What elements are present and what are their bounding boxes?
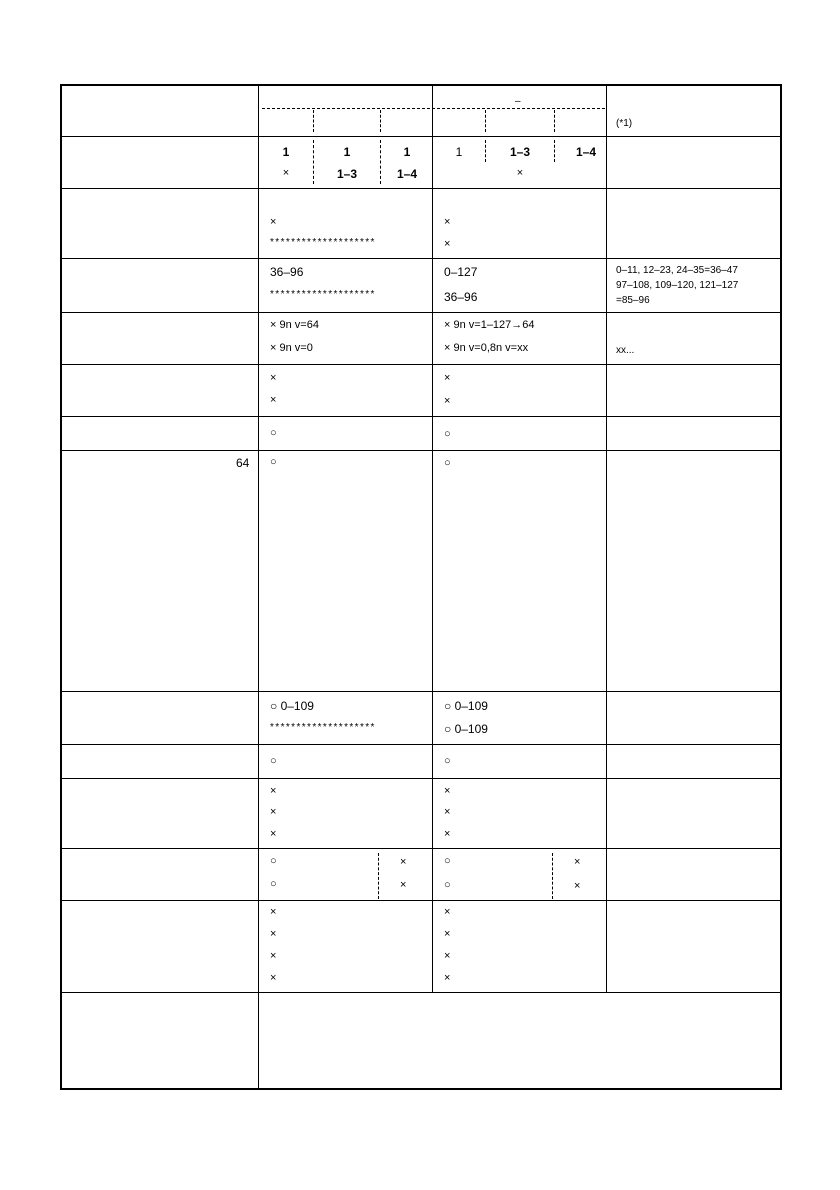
ports-divider	[380, 140, 381, 184]
row-line	[60, 364, 782, 365]
row-line	[60, 258, 782, 259]
row-f-g1: ○	[270, 755, 277, 767]
ports-g1-c2-bot: 1–3	[336, 167, 358, 181]
row-h-g1-left-2: ○	[270, 878, 277, 890]
remarks-note-ref: (*1)	[616, 118, 633, 129]
row-h-g2-left-1: ○	[444, 855, 451, 867]
row-line	[60, 312, 782, 313]
ports-divider	[485, 140, 486, 162]
row-line	[60, 136, 782, 137]
row-h-g1-right-2: ×	[400, 879, 407, 891]
row-d-label: 64	[236, 456, 250, 470]
ports-g1-c3-bot: 1–4	[396, 167, 418, 181]
row-b-g2-line1: ×	[444, 372, 451, 384]
row-e-g1-line2: ********************	[270, 722, 376, 733]
row-i-g2-line2: ×	[444, 928, 451, 940]
ports-g1-c2-top: 1	[343, 145, 351, 159]
range-note-line2: 97–108, 109–120, 121–127	[616, 280, 739, 291]
ports-g2-c2: 1–3	[509, 145, 531, 159]
row-c-g2: ○	[444, 428, 451, 440]
ports-g2-c3: 1–4	[575, 145, 597, 159]
row-i-g2-line1: ×	[444, 906, 451, 918]
row-h-g2-divider	[552, 853, 553, 899]
row-h-g2-left-2: ○	[444, 879, 451, 891]
ports-g2-bot: ×	[516, 167, 524, 179]
row-h-g1-left-1: ○	[270, 855, 277, 867]
row-line	[60, 778, 782, 779]
row-line	[60, 416, 782, 417]
row-i-g1-line2: ×	[270, 928, 277, 940]
row-g-g2-line3: ×	[444, 828, 451, 840]
range-note-line3: =85–96	[616, 295, 650, 306]
row-f-g2: ○	[444, 755, 451, 767]
row-i-g2-line3: ×	[444, 950, 451, 962]
row-h-g1-right-1: ×	[400, 856, 407, 868]
row-line	[60, 691, 782, 692]
ports-g1-c1-top: 1	[282, 145, 290, 159]
row-d-g2: ○	[444, 457, 451, 469]
velocity-g1-line2: × 9n v=0	[270, 342, 313, 354]
header-dashed-line	[262, 108, 605, 109]
row-a-g1-line1: ×	[270, 216, 277, 228]
velocity-g2-line1: × 9n v=1–127→64	[444, 319, 535, 331]
row-g-g2-line1: ×	[444, 785, 451, 797]
row-g-g1-line1: ×	[270, 785, 277, 797]
row-line	[60, 900, 782, 901]
row-h-g1-divider	[378, 853, 379, 899]
col-divider-group	[432, 84, 433, 992]
row-i-g1-line1: ×	[270, 906, 277, 918]
row-e-g2-line2: ○ 0–109	[444, 722, 488, 736]
range-note-line1: 0–11, 12–23, 24–35=36–47	[616, 265, 738, 276]
row-line	[60, 848, 782, 849]
row-line	[60, 744, 782, 745]
group2-mark: –	[515, 96, 521, 107]
row-a-g1-line2: ********************	[270, 237, 376, 248]
header-dashed-divider	[313, 110, 314, 132]
row-i-g1-line3: ×	[270, 950, 277, 962]
row-a-g2-line2: ×	[444, 238, 451, 250]
row-b-g2-line2: ×	[444, 395, 451, 407]
row-i-g2-line4: ×	[444, 972, 451, 984]
velocity-note: xx...	[616, 345, 635, 356]
row-h-g2-right-1: ×	[574, 856, 581, 868]
header-dashed-divider	[380, 110, 381, 132]
ports-g1-c3-top: 1	[403, 145, 411, 159]
row-b-g1-line2: ×	[270, 394, 277, 406]
range-g2-value1: 0–127	[444, 265, 478, 279]
header-dashed-divider	[485, 110, 486, 132]
range-g1-stars: ********************	[270, 289, 376, 300]
ports-divider	[554, 140, 555, 162]
row-h-g2-right-2: ×	[574, 880, 581, 892]
ports-g1-c1-bot: ×	[282, 167, 290, 179]
row-i-g1-line4: ×	[270, 972, 277, 984]
implementation-chart-table	[60, 84, 782, 1090]
row-a-g2-line1: ×	[444, 216, 451, 228]
range-g2-value2: 36–96	[444, 290, 478, 304]
row-line	[60, 992, 782, 993]
row-g-g2-line2: ×	[444, 806, 451, 818]
row-b-g1-line1: ×	[270, 372, 277, 384]
row-line	[60, 450, 782, 451]
row-c-g1: ○	[270, 427, 277, 439]
velocity-g2-line2: × 9n v=0,8n v=xx	[444, 342, 529, 354]
col-divider-remarks	[606, 84, 607, 992]
header-dashed-divider	[554, 110, 555, 132]
row-d-g1: ○	[270, 456, 277, 468]
row-g-g1-line2: ×	[270, 806, 277, 818]
row-line	[60, 188, 782, 189]
velocity-g1-line1: × 9n v=64	[270, 319, 319, 331]
range-g1-value: 36–96	[270, 265, 304, 279]
row-e-g1-line1: ○ 0–109	[270, 699, 314, 713]
col-divider-label	[258, 84, 259, 1090]
ports-g2-c1: 1	[455, 145, 463, 159]
row-g-g1-line3: ×	[270, 828, 277, 840]
row-e-g2-line1: ○ 0–109	[444, 699, 488, 713]
ports-divider	[313, 140, 314, 184]
